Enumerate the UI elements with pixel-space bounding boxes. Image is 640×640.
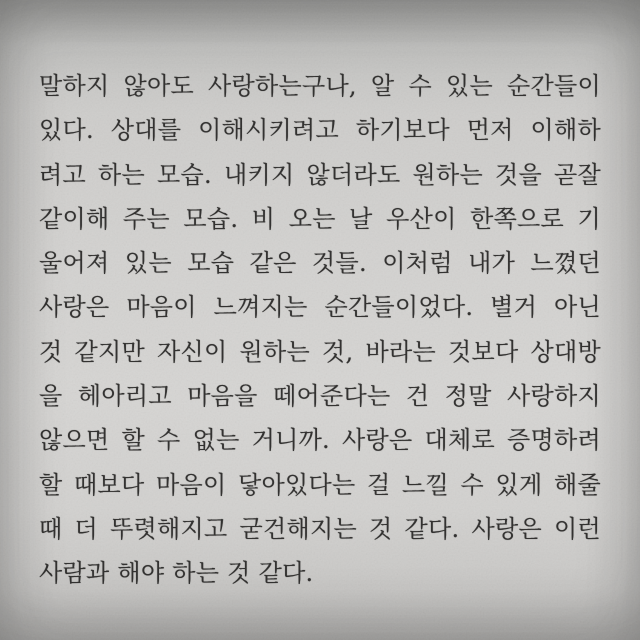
quote-line-12: 사람과 해야 하는 것 같다. [39,559,314,588]
quote-line-7: 것 같지만 자신이 원하는 것, 바라는 것보다 상대방 [39,337,601,366]
quote-line-6: 사랑은 마음이 느껴지는 순간들이었다. 별거 아닌 [39,293,601,322]
quote-line-5: 울어져 있는 모습 같은 것들. 이처럼 내가 느꼈던 [39,249,601,278]
quote-line-1: 말하지 않아도 사랑하는구나, 알 수 있는 순간들이 [39,72,601,100]
quote-text-block [39,64,601,596]
quote-line-10: 할 때보다 마음이 닿아있다는 걸 느낄 수 있게 해줄 [39,470,601,499]
quote-line-3: 려고 하는 모습. 내키지 않더라도 원하는 것을 곧잘 [39,160,601,189]
quote-line-8: 을 헤아리고 마음을 떼어준다는 건 정말 사랑하지 [39,382,601,411]
quote-line-4: 같이해 주는 모습. 비 오는 날 우산이 한쪽으로 기 [39,204,601,233]
quote-line-9: 않으면 할 수 없는 거니까. 사랑은 대체로 증명하려 [39,426,601,455]
quote-line-11: 때 더 뚜렷해지고 굳건해지는 것 같다. 사랑은 이런 [39,514,601,543]
quote-line-2: 있다. 상대를 이해시키려고 하기보다 먼저 이해하 [39,116,601,145]
